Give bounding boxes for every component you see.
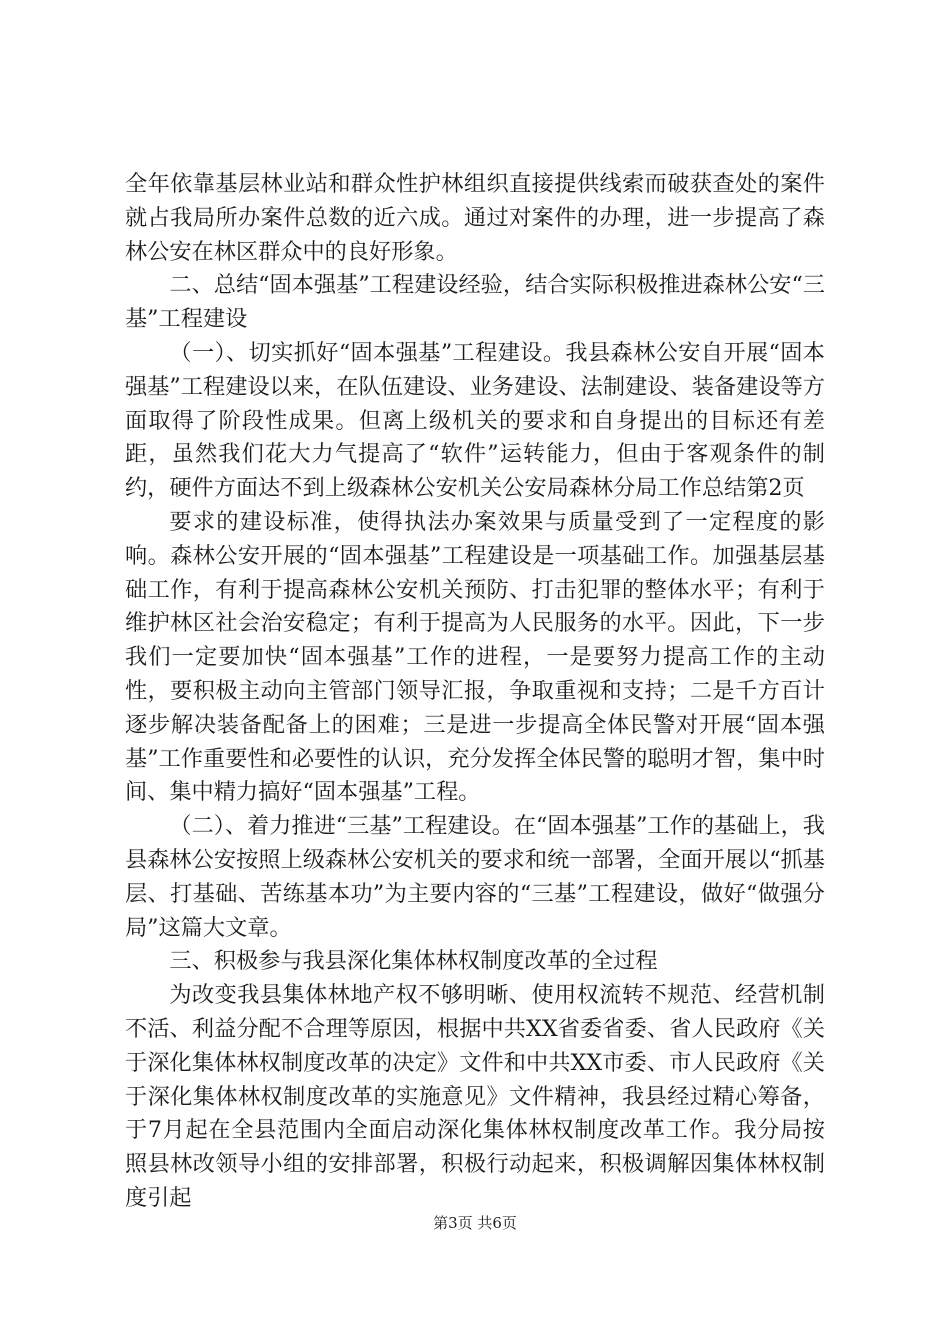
document-body (125, 168, 825, 1216)
paragraph-section-3-body: 为改变我县集体林地产权不够明晰、使用权流转不规范、经营机制不活、利益分配不合理等原因，根据中共XX省委省委、省人民政府《关于深化集体林权制度改革的决定》文件和中共XX市委、市人民政府《关于深化集体林权制度改革的实施意见》文件精神，我县经过精心筹备，于7月起在全县范围内全面启动深化集体林权制度改革工作。我分局按照县林改领导小组的安排部署，积极行动起来，积极调解因集体林权制度引起 (125, 982, 825, 1211)
paragraph-subsection-1-continued: 要求的建设标准，使得执法办案效果与质量受到了一定程度的影响。森林公安开展的“固本强基”工程建设是一项基础工作。加强基层基础工作，有利于提高森林公安机关预防、打击犯罪的整体水平；有利于维护林区社会治安稳定；有利于提高为人民服务的水平。因此，下一步我们一定要加快“固本强基”工作的进程，一是要努力提高工作的主动性，要积极主动向主管部门领导汇报，争取重视和支持；二是千方百计逐步解决装备配备上的困难；三是进一步提高全体民警对开展“固本强基”工作重要性和必要性的认识，充分发挥全体民警的聪明才智，集中时间、集中精力搞好“固本强基”工程。 (125, 508, 825, 806)
section-heading-3: 三、积极参与我县深化集体林权制度改革的全过程 (169, 948, 658, 975)
paragraph-continuation: 全年依靠基层林业站和群众性护林组织直接提供线索而破获查处的案件就占我局所办案件总数的近六成。通过对案件的办理，进一步提高了森林公安在林区群众中的良好形象。 (125, 171, 825, 265)
paragraph-subsection-2: （二）、着力推进“三基”工程建设。在“固本强基”工作的基础上，我县森林公安按照上级森林公安机关的要求和统一部署，全面开展以“抓基层、打基础、苦练基本功”为主要内容的“三基”工程建设，做好“做强分局”这篇大文章。 (125, 813, 825, 941)
section-heading-2: 二、总结“固本强基”工程建设经验，结合实际积极推进森林公安“三基”工程建设 (125, 272, 825, 333)
page-number-footer: 第3页 共6页 (433, 1214, 517, 1232)
paragraph-subsection-1: （一）、切实抓好“固本强基”工程建设。我县森林公安自开展“固本强基”工程建设以来，在队伍建设、业务建设、法制建设、装备建设等方面取得了阶段性成果。但离上级机关的要求和自身提出的目标还有差距，虽然我们花大力气提高了“软件”运转能力，但由于客观条件的制约，硬件方面达不到上级森林公安机关公安局森林分局工作总结第2页 (125, 339, 825, 502)
